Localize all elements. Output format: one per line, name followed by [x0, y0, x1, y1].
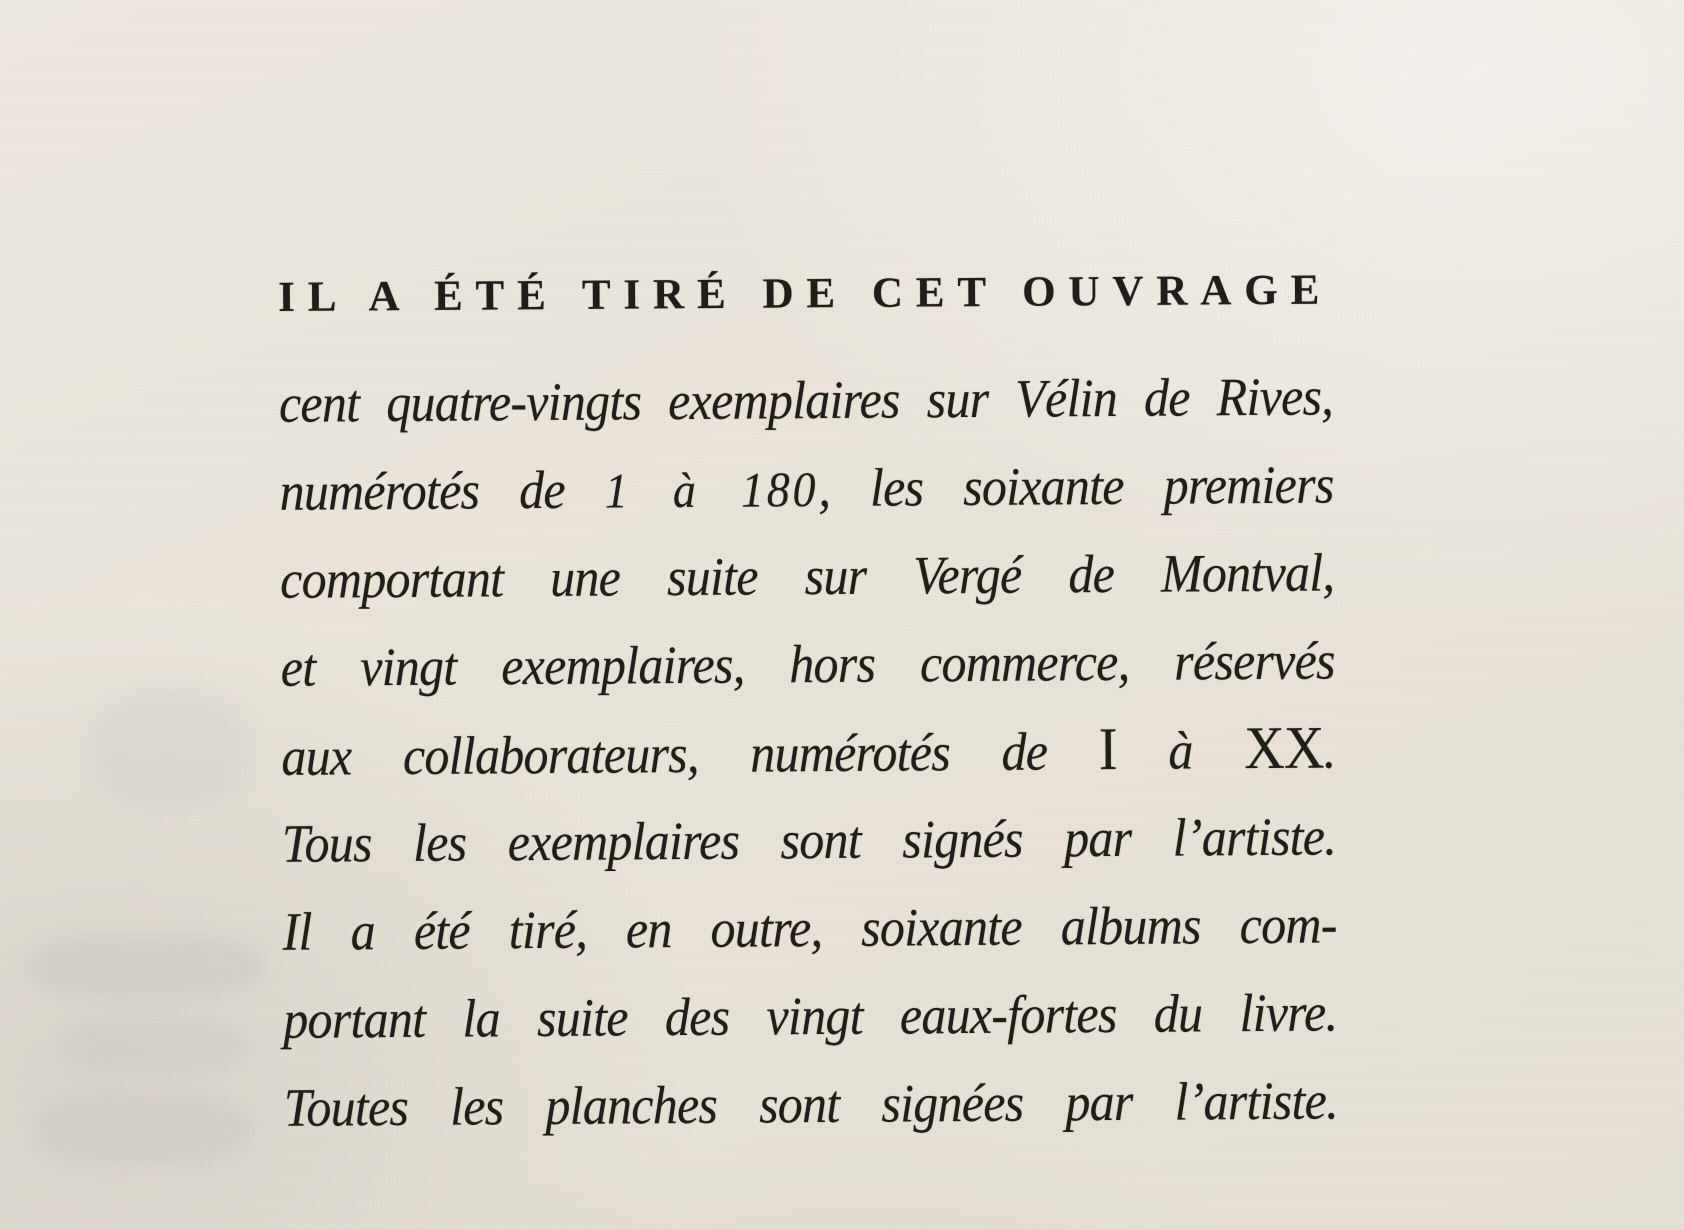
colophon-body — [279, 354, 1339, 1153]
line-segment: numérotés de — [279, 458, 605, 522]
show-through-ghost — [36, 1095, 251, 1165]
roman-numeral: XX — [1244, 714, 1324, 783]
colophon-line: Toutes les planches sont signées par l’artiste. — [283, 1069, 1339, 1138]
show-through-ghost — [62, 1018, 247, 1073]
line-segment: aux collaborateurs, numérotés de — [281, 720, 1100, 787]
line-segment: , les soixante premiers — [818, 453, 1334, 518]
colophon-line: portant la suite des vingt eaux-fortes du livre. — [283, 981, 1338, 1050]
colophon-line: et vingt exemplaires, hors commerce, réservés — [280, 629, 1335, 698]
colophon-line: Il a été tiré, en outre, soixante albums com- — [282, 893, 1337, 962]
edition-number-range: 1 à 180 — [604, 461, 819, 519]
line-segment: . — [1323, 718, 1336, 780]
colophon-line — [281, 701, 1336, 803]
colophon-heading: IL A ÉTÉ TIRÉ DE CET OUVRAGE — [278, 266, 1333, 321]
colophon-line: comportant une suite sur Vergé de Montval, — [279, 541, 1335, 610]
line-segment: à — [1116, 719, 1245, 781]
show-through-ghost — [28, 935, 263, 997]
colophon-line — [279, 437, 1334, 539]
colophon-line: Tous les exemplaires sont signés par l’artiste. — [281, 805, 1337, 874]
colophon-text-block — [278, 261, 1338, 1153]
show-through-ghost — [90, 690, 250, 810]
colophon-line: cent quatre-vingts exemplaires sur Vélin de Rives, — [278, 365, 1334, 434]
roman-numeral: I — [1098, 716, 1118, 784]
